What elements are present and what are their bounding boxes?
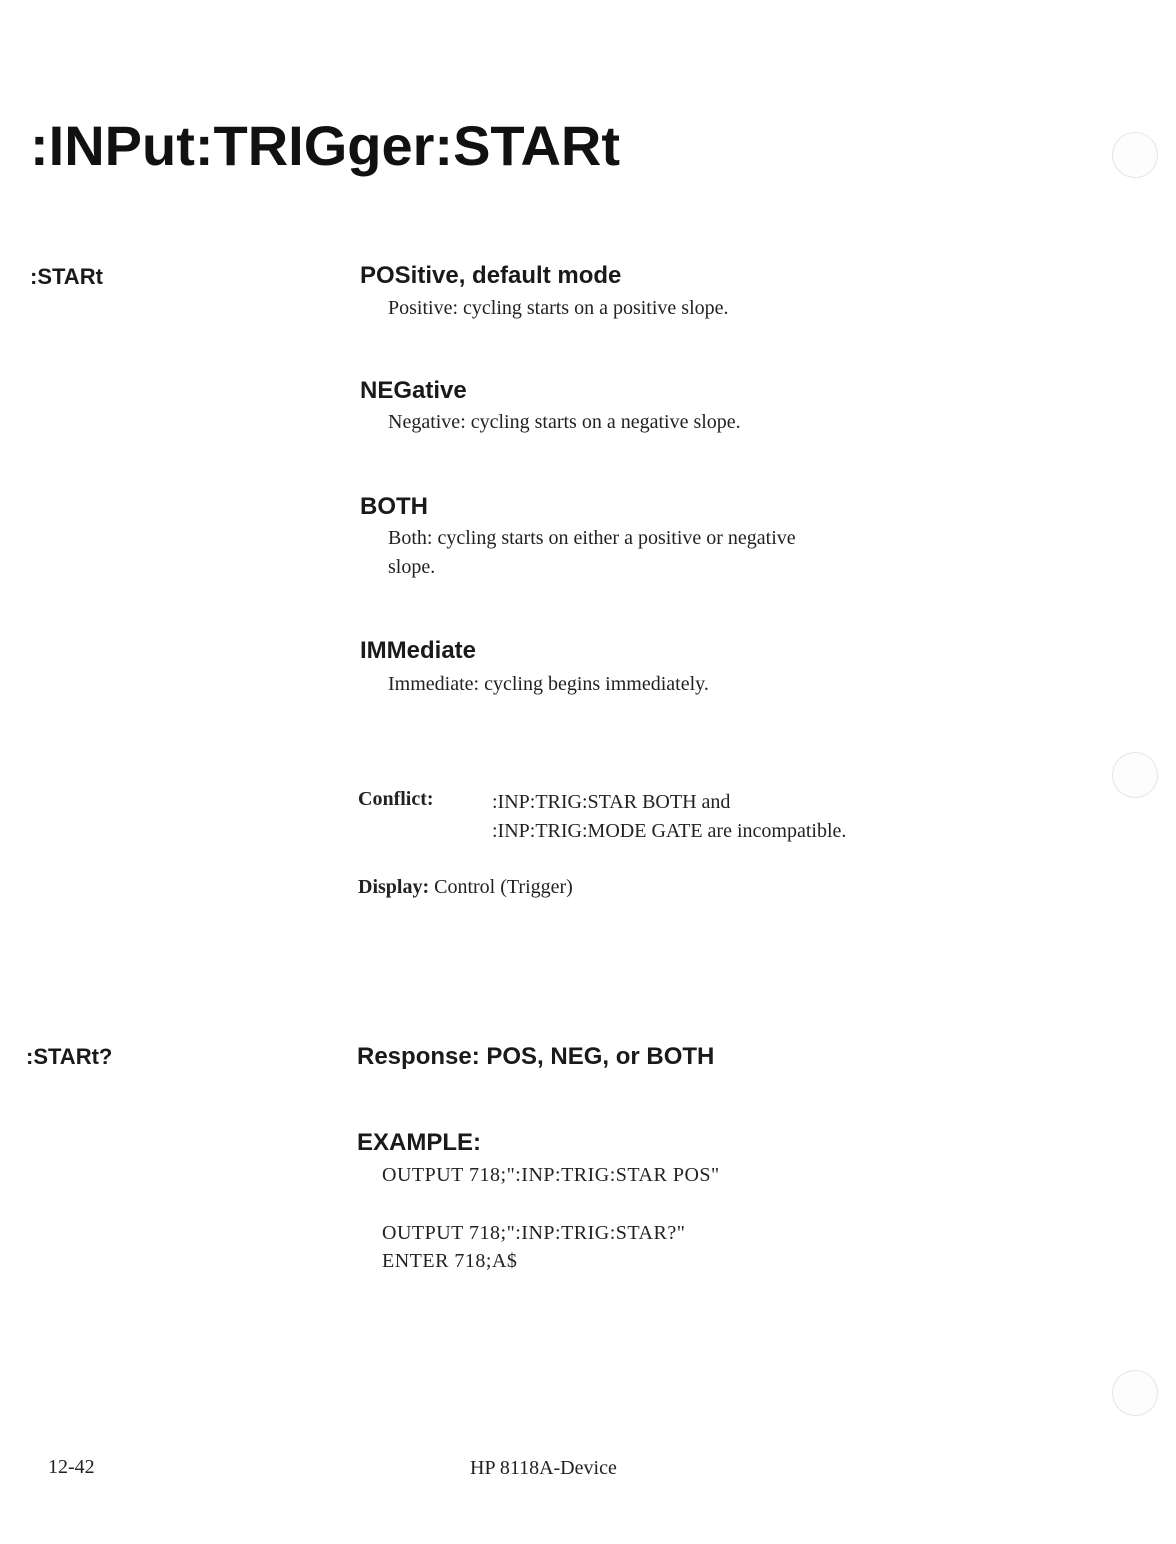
binder-hole-bottom xyxy=(1112,1370,1158,1416)
display-label: Display: xyxy=(358,876,430,898)
option-desc-negative: Negative: cycling starts on a negative slope. xyxy=(388,411,741,433)
option-heading-positive: POSitive, default mode xyxy=(360,262,622,289)
binder-hole-middle xyxy=(1112,752,1158,798)
option-desc-both: Both: cycling starts on either a positive or negative slope. xyxy=(388,527,796,578)
conflict-line: :INP:TRIG:MODE GATE are incompatible. xyxy=(492,820,847,842)
option-heading-negative: NEGative xyxy=(360,377,467,404)
conflict-line: :INP:TRIG:STAR BOTH and xyxy=(492,791,731,813)
example-heading: EXAMPLE: xyxy=(357,1129,482,1156)
page-number: 12-42 xyxy=(48,1456,95,1478)
command-label-start-query: :STARt? xyxy=(26,1044,113,1069)
option-heading-both: BOTH xyxy=(360,493,428,520)
conflict-label: Conflict: xyxy=(358,788,434,810)
example-code-line: OUTPUT 718;":INP:TRIG:STAR POS" xyxy=(382,1164,720,1186)
binder-hole-top xyxy=(1112,132,1158,178)
display-info xyxy=(358,876,573,899)
option-desc-immediate: Immediate: cycling begins immediately. xyxy=(388,673,709,695)
display-value: Control (Trigger) xyxy=(434,876,573,898)
option-desc-positive: Positive: cycling starts on a positive slope. xyxy=(388,297,729,319)
page-title: :INPut:TRIGger:STARt xyxy=(30,114,620,177)
option-heading-immediate: IMMediate xyxy=(360,637,477,664)
example-code-line: ENTER 718;A$ xyxy=(382,1250,518,1272)
footer-device-name: HP 8118A-Device xyxy=(470,1457,617,1479)
example-code-line: OUTPUT 718;":INP:TRIG:STAR?" xyxy=(382,1222,686,1244)
response-heading: Response: POS, NEG, or BOTH xyxy=(357,1043,715,1070)
conflict-text xyxy=(492,788,1052,846)
command-label-start: :STARt xyxy=(30,264,103,289)
